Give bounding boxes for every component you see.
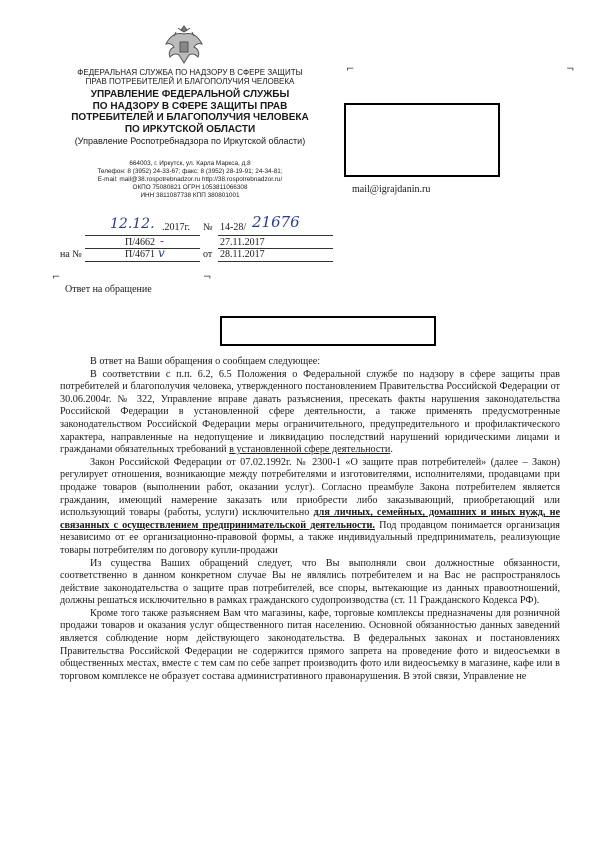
ref-number-2: П/4671 [125,249,155,260]
agency-line-2: ПРАВ ПОТРЕБИТЕЛЕЙ И БЛАГОПОЛУЧИЯ ЧЕЛОВЕКА [85,77,295,86]
paragraph-authority-underlined: в установленной сфере деятельности [229,444,391,456]
ot-label: от [203,249,213,260]
ref-mark-2: v [158,246,165,260]
paragraph-law-text: Закон Российской Федерации от 07.02.1992г. № 2300-1 «О защите прав потребителей» (далее – Закон) регулирует отношения, возникающие между потребителями и изготовителями, исполнителями, продавцами при продаже товаров (выполнении работ, оказании услуг). Согласно преамбуле Закона потребителем является гражданин, имеющий намерение заказать или приобрести либо заказывающий, приобретающий или использующий товары (работы, услуги) исключительно [60,456,560,519]
ref-number-1: П/4662 [125,237,155,248]
number-underline [218,235,333,236]
paragraph-law-emphasis: для личных, семейных, домашних и иных нужд, не связанных с осуществлением предпринимательской деятельности. [60,507,560,531]
na-label: на № [60,249,82,260]
phones: Телефон: 8 (3952) 24-33-67; факс: 8 (3952) 28-19-91; 24-34-81; [97,168,283,175]
office-line-1: УПРАВЛЕНИЕ ФЕДЕРАЛЬНОЙ СЛУЖБЫ [90,89,290,100]
inn-kpp: ИНН 3811087738 КПП 380801001 [140,192,240,199]
office-line-3: ПОТРЕБИТЕЛЕЙ И БЛАГОПОЛУЧИЯ ЧЕЛОВЕКА [71,112,309,123]
year-suffix: .2017г. [162,222,190,233]
number-printed: 14-28/ [220,222,247,233]
ref-row2-underline-b [218,261,333,262]
paragraph-authority-end: . [390,444,393,456]
paragraph-authority-text: В соответствии с п.п. 6.2, 6.5 Положения о Федеральной службе по надзору в сфере защиты прав потребителей и благополучия человека, утвержденного постановлением Правительства Российской Федерации от 30.06.2004г. № 322, Управление вправе давать разъяснения, пресекать факты нарушения законодательства Российской Федерации в установленной сфере деятельности, а также применять предусмотренные законодательством Российской Федерации меры ограничительного, предупредительного и профилактического характера, направленные на недопущение и ликвидацию последствий нарушений юридическими лицами и гражданами обязательных требований [60,368,560,456]
ref-date-2: 28.11.2017 [220,249,265,260]
subject-corner-left: ⌐ [52,272,61,283]
paragraph-explanation: Кроме того также разъясняем Вам что магазины, кафе, торговые комплексы предназначены для розничной продажи товаров и оказания услуг общественного питая населению. Основной обязанностью данных заведений является соблюдение норм действующего законодательства. В федеральных законах и постановлениях Правительства Российской Федерации не содержится прямого запрета на проведение фото и видеосъемки в общественных местах, вместе с тем сам по себе запрет производить фото или видеосъемку в магазине, кафе или в торговом комплексе не образует состава административного правонарушения. В этой связи, Управление не [60,607,560,682]
office-title [50,89,330,135]
redacted-addressee [220,316,436,346]
corner-mark-left: ⌐ [346,64,355,75]
paragraph-finding: Из существа Ваших обращений следует, что Вы выполняли свои должностные обязанности, соответственно в данном конкретном случае Вы не являлись потребителем и на Вас не распространялось действие законодательства о защите прав потребителей, все споры, вытекающие из данных правоотношений, должны решаться исключительно в рамках гражданского судопроизводства (ст. 11 Гражданского Кодекса РФ). [60,557,560,607]
paragraph-authority [60,369,560,457]
email-web: E-mail: mail@38.rospotrebnadzor.ru http://38.rospotrebnadzor.ru/ [97,176,283,183]
agency-header [50,68,330,86]
office-line-2: ПО НАДЗОРУ В СФЕРЕ ЗАЩИТЫ ПРАВ [92,100,288,112]
coat-of-arms-icon [160,22,208,68]
number-handwritten: 21676 [252,213,300,231]
date-underline [85,235,200,236]
subject-corner-right: ¬ [203,272,212,283]
date-handwritten: 12.12. [110,216,155,232]
contact-block [70,160,310,200]
paragraph-intro: В ответ на Ваши обращения о сообщаем следующее: [90,356,321,367]
ref-row2-underline-a [85,261,200,262]
number-label: № [203,222,213,233]
subject-line: Ответ на обращение [65,284,152,295]
letter-body [60,356,560,683]
paragraph-law [60,457,560,558]
corner-mark-right: ¬ [566,64,575,75]
office-line-4: ПО ИРКУТСКОЙ ОБЛАСТИ [124,123,256,135]
okpo-ogrn: ОКПО 75080821 ОГРН 1053811066308 [132,184,248,191]
office-short-name: (Управление Роспотребнадзора по Иркутской области) [74,136,306,146]
agency-line-1: ФЕДЕРАЛЬНАЯ СЛУЖБА ПО НАДЗОРУ В СФЕРЕ ЗАЩИТЫ [77,68,303,77]
address: 664003, г. Иркутск, ул. Карла Маркса, д.8 [129,160,251,167]
paragraph-law-tail: Под продавцом понимается организация независимо от ее организационно-правовой формы, а также индивидуальный предприниматель, реализующие товары потребителям по договору купли-продажи [60,519,560,556]
ref-date-1: 27.11.2017 [220,237,265,248]
redacted-recipient [344,103,500,177]
ref-mark-1: - [160,234,165,248]
recipient-email: mail@igrajdanin.ru [352,184,431,195]
